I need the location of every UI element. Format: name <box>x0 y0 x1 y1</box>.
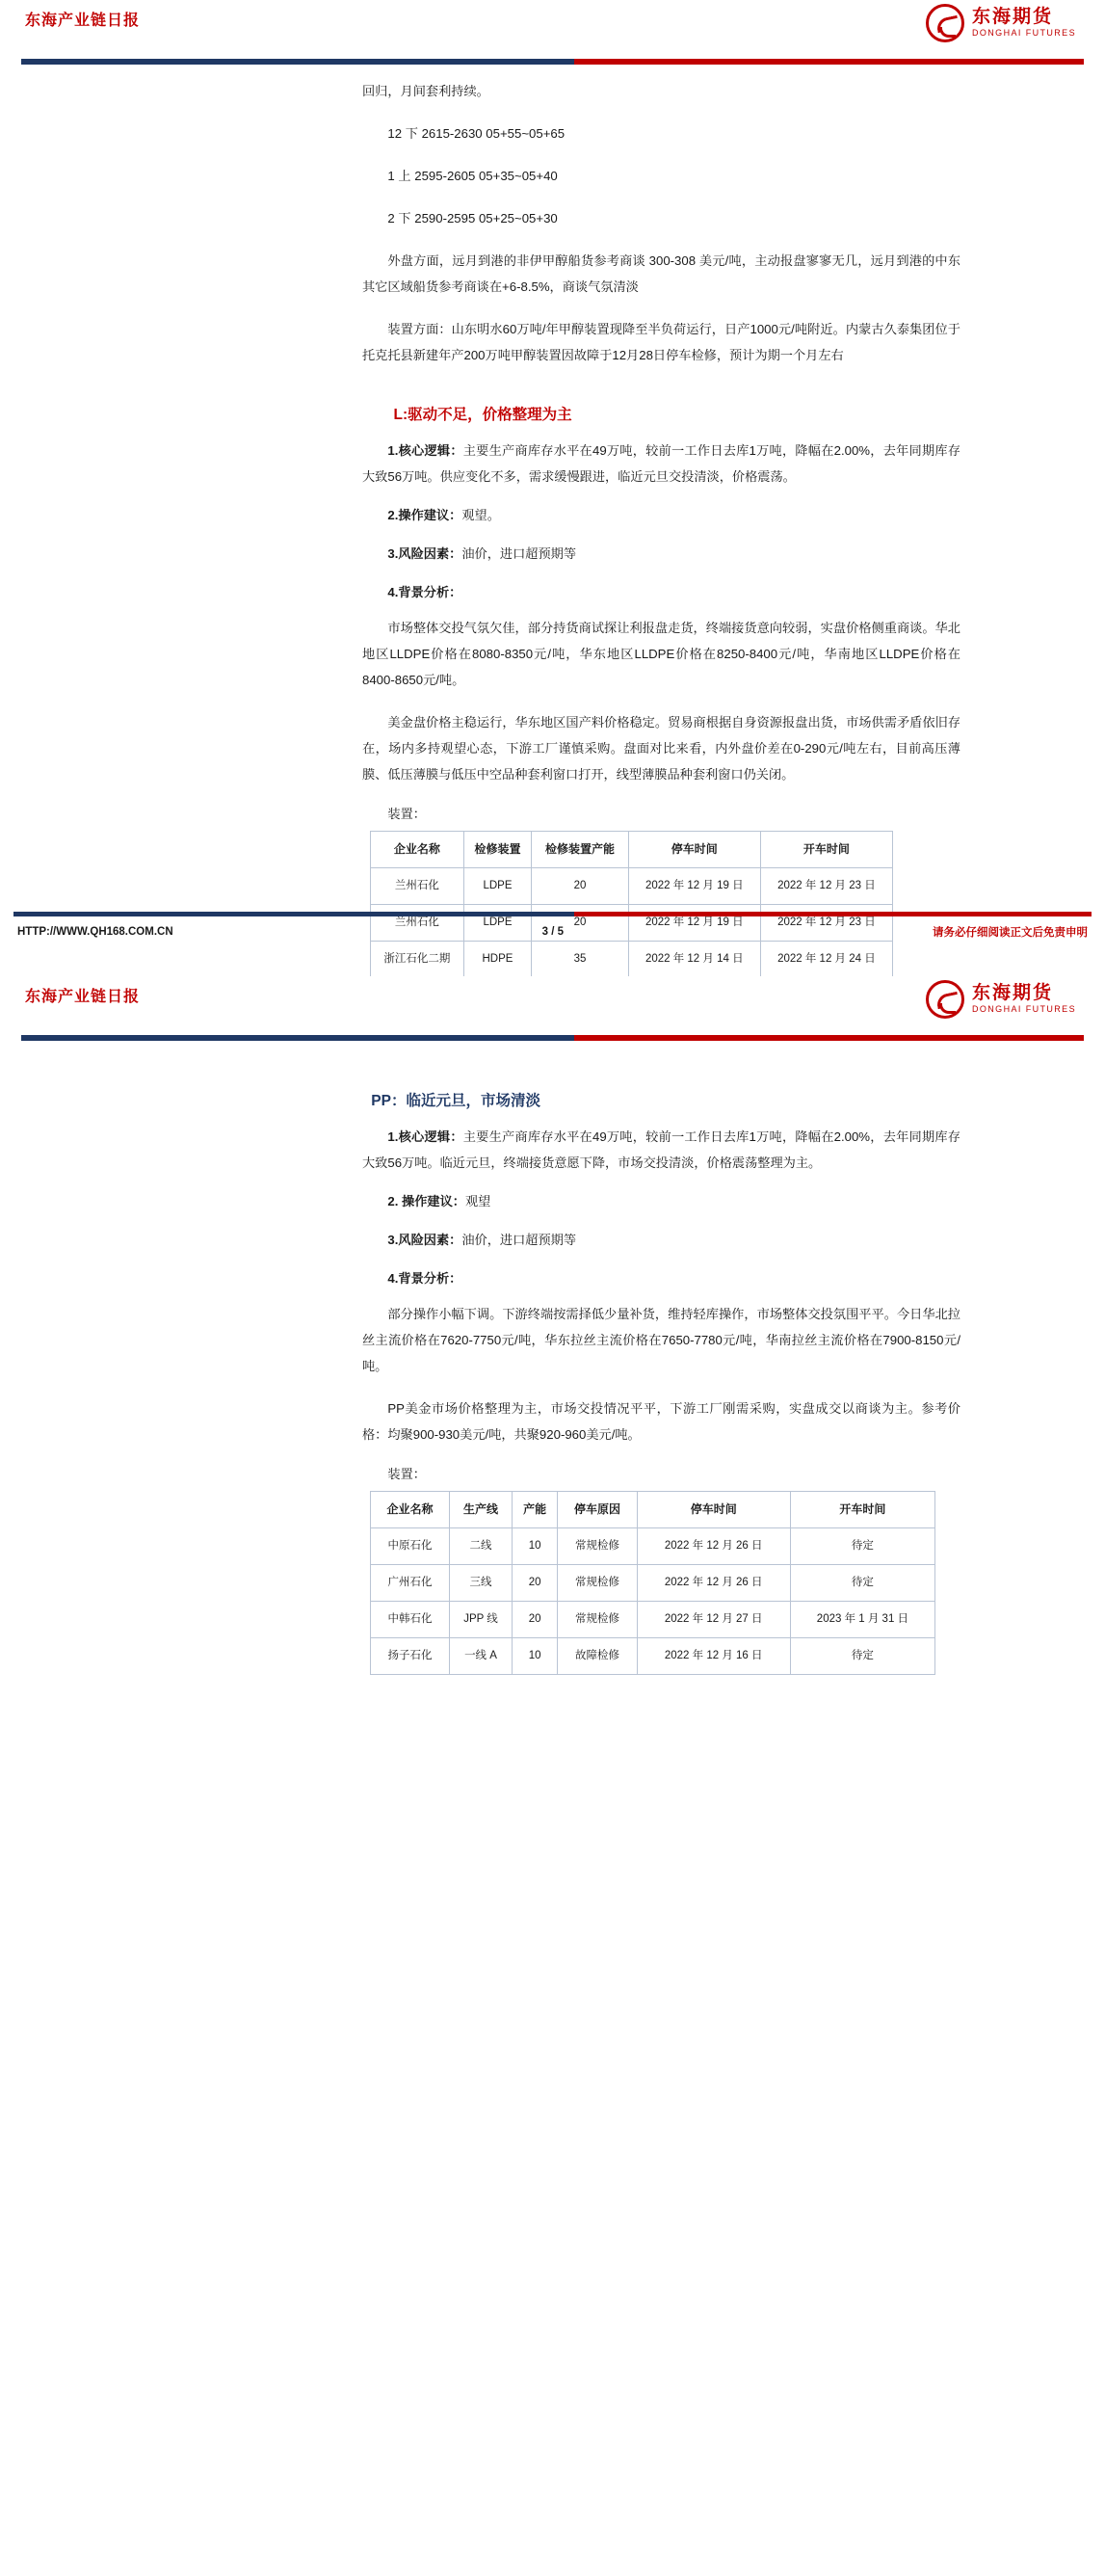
logo-chinese-name: 东海期货 <box>971 7 1053 27</box>
footer-divider <box>13 912 1092 916</box>
maintenance-table-l <box>370 831 893 978</box>
cell-device: HDPE <box>463 942 532 978</box>
risk-factors-l: 3.风险因素：油价，进口超预期等 <box>387 546 577 561</box>
cell-line: 一线 A <box>450 1638 513 1675</box>
paragraph-outer-market: 外盘方面，远月到港的非伊甲醇船货参考商谈 300-308 美元/吨，主动报盘寥寥无几，远月到港的中东其它区域船货参考商谈在+6-8.5%，商谈气氛清淡 <box>362 253 960 294</box>
cell-company: 兰州石化 <box>371 905 464 942</box>
table-wrapper-pp <box>362 1491 960 1675</box>
cell-stop-reason: 故障检修 <box>558 1638 637 1675</box>
maintenance-table-pp <box>370 1491 935 1675</box>
col-stop-time: 停车时间 <box>637 1492 790 1528</box>
company-logo <box>926 4 1076 42</box>
document-page-1 <box>0 0 1105 965</box>
quote-line-1: 12 下 2615-2630 05+55~05+65 <box>387 126 566 141</box>
header-divider <box>21 59 1084 65</box>
cell-company: 兰州石化 <box>371 868 464 905</box>
cell-capacity: 20 <box>532 868 628 905</box>
cell-stop-time: 2022 年 12 月 26 日 <box>637 1528 790 1565</box>
risk-factors-pp: 3.风险因素：油价，进口超预期等 <box>387 1233 577 1247</box>
table-row <box>371 1565 935 1602</box>
background-analysis-label-pp: 4.背景分析： <box>387 1271 462 1286</box>
footer-page-number: 3 / 5 <box>541 926 565 938</box>
footer-url[interactable]: HTTP://WWW.QH168.COM.CN <box>17 926 173 938</box>
footer-divider-red <box>574 912 1092 916</box>
cell-start-time: 待定 <box>790 1528 934 1565</box>
col-stop-reason: 停车原因 <box>558 1492 637 1528</box>
header-divider-red <box>574 1035 1084 1041</box>
header-divider-blue <box>21 1035 574 1041</box>
cell-company: 浙江石化二期 <box>371 942 464 978</box>
bull-logo-icon <box>926 4 964 42</box>
col-stop-time: 停车时间 <box>628 832 760 868</box>
table-row <box>371 1638 935 1675</box>
cell-start-time: 2022 年 12 月 23 日 <box>760 868 892 905</box>
header-divider <box>21 1035 1084 1041</box>
background-paragraph-pp-2: PP美金市场价格整理为主，市场交投情况平平，下游工厂刚需采购，实盘成交以商谈为主。参考价格：均聚900-930美元/吨，共聚920-960美元/吨。 <box>362 1401 960 1442</box>
paragraph-device-status: 装置方面：山东明水60万吨/年甲醇装置现降至半负荷运行，日产1000元/吨附近。内蒙古久泰集团位于托克托县新建年产200万吨甲醇装置因故障于12月28日停车检修，预计为期一个月左右 <box>362 322 960 362</box>
header-title: 东海产业链日报 <box>25 13 141 29</box>
cell-company: 广州石化 <box>371 1565 450 1602</box>
cell-capacity: 20 <box>532 905 628 942</box>
cell-capacity: 10 <box>512 1638 558 1675</box>
cell-company: 中韩石化 <box>371 1602 450 1638</box>
core-logic-l: 1.核心逻辑：主要生产商库存水平在49万吨，较前一工作日去库1万吨，降幅在2.00%，去年同期库存大致56万吨。供应变化不多，需求缓慢跟进，临近元旦交投清淡，价格震荡。 <box>362 443 960 484</box>
background-paragraph-l-1: 市场整体交投气氛欠佳，部分持货商试探让利报盘走货，终端接货意向较弱，实盘价格侧重商谈。华北地区LLDPE价格在8080-8350元/吨，华东地区LLDPE价格在8250-8400元/吨，华南地区LLDPE价格在8400-8650元/吨。 <box>362 621 960 687</box>
cell-stop-time: 2022 年 12 月 26 日 <box>637 1565 790 1602</box>
cell-device: LDPE <box>463 868 532 905</box>
col-capacity: 检修装置产能 <box>532 832 628 868</box>
cell-stop-time: 2022 年 12 月 19 日 <box>628 905 760 942</box>
header-title: 东海产业链日报 <box>25 989 141 1005</box>
cell-line: JPP 线 <box>450 1602 513 1638</box>
cell-start-time: 2022 年 12 月 23 日 <box>760 905 892 942</box>
cell-company: 中原石化 <box>371 1528 450 1565</box>
col-capacity: 产能 <box>512 1492 558 1528</box>
table-header-row <box>371 832 893 868</box>
document-page-2 <box>0 976 1105 2576</box>
operation-advice-l: 2.操作建议：观望。 <box>387 508 500 522</box>
table-row <box>371 1528 935 1565</box>
cell-stop-time: 2022 年 12 月 27 日 <box>637 1602 790 1638</box>
background-paragraph-pp-1: 部分操作小幅下调。下游终端按需择低少量补货，维持轻库操作，市场整体交投氛围平平。今日华北拉丝主流价格在7620-7750元/吨，华东拉丝主流价格在7650-7780元/吨，华南拉丝主流价格在7900-8150元/吨。 <box>362 1307 960 1373</box>
col-company: 企业名称 <box>371 832 464 868</box>
table-row <box>371 1602 935 1638</box>
cell-device: LDPE <box>463 905 532 942</box>
cell-stop-time: 2022 年 12 月 14 日 <box>628 942 760 978</box>
page-header <box>0 976 1105 1032</box>
quote-line-3: 2 下 2590-2595 05+25~05+30 <box>387 211 558 226</box>
cell-capacity: 20 <box>512 1565 558 1602</box>
cell-capacity: 20 <box>512 1602 558 1638</box>
logo-english-name: DONGHAI FUTURES <box>971 28 1076 38</box>
logo-chinese-name: 东海期货 <box>971 983 1053 1003</box>
cell-stop-time: 2022 年 12 月 19 日 <box>628 868 760 905</box>
page-1-content <box>0 65 1105 978</box>
cell-start-time: 待定 <box>790 1638 934 1675</box>
header-divider-red <box>574 59 1084 65</box>
section-title-l: L:驱动不足，价格整理为主 <box>393 407 572 423</box>
table-header-row <box>371 1492 935 1528</box>
col-company: 企业名称 <box>371 1492 450 1528</box>
cell-stop-reason: 常规检修 <box>558 1528 637 1565</box>
bull-logo-icon <box>926 980 964 1019</box>
background-analysis-label-l: 4.背景分析： <box>387 585 462 599</box>
table-row <box>371 868 893 905</box>
company-logo <box>926 980 1076 1019</box>
cell-capacity: 10 <box>512 1528 558 1565</box>
cell-start-time: 2023 年 1 月 31 日 <box>790 1602 934 1638</box>
equipment-label-pp: 装置： <box>387 1467 426 1481</box>
section-title-pp: PP：临近元旦，市场清淡 <box>371 1093 540 1109</box>
core-logic-pp: 1.核心逻辑：主要生产商库存水平在49万吨，较前一工作日去库1万吨，降幅在2.00%，去年同期库存大致56万吨。临近元旦，终端接货意愿下降，市场交投清淡，价格震荡整理为主。 <box>362 1129 960 1170</box>
page-footer <box>0 912 1105 949</box>
background-paragraph-l-2: 美金盘价格主稳运行，华东地区国产料价格稳定。贸易商根据自身资源报盘出货，市场供需矛盾依旧存在，场内多持观望心态，下游工厂谨慎采购。盘面对比来看，内外盘价差在0-290元/吨左右，目前高压薄膜、低压薄膜与低压中空品种套利窗口打开，线型薄膜品种套利窗口仍关闭。 <box>362 715 960 782</box>
cell-start-time: 待定 <box>790 1565 934 1602</box>
quote-line-2: 1 上 2595-2605 05+35~05+40 <box>387 169 558 183</box>
footer-divider-blue <box>13 912 574 916</box>
cell-stop-time: 2022 年 12 月 16 日 <box>637 1638 790 1675</box>
page-header <box>0 0 1105 56</box>
cell-line: 二线 <box>450 1528 513 1565</box>
col-device: 检修装置 <box>463 832 532 868</box>
cell-capacity: 35 <box>532 942 628 978</box>
operation-advice-pp: 2. 操作建议：观望 <box>387 1194 491 1208</box>
col-line: 生产线 <box>450 1492 513 1528</box>
paragraph-top: 回归，月间套利持续。 <box>362 84 489 98</box>
cell-company: 扬子石化 <box>371 1638 450 1675</box>
col-start-time: 开车时间 <box>790 1492 934 1528</box>
logo-english-name: DONGHAI FUTURES <box>971 1004 1076 1014</box>
footer-disclaimer: 请务必仔细阅读正文后免责申明 <box>933 927 1088 939</box>
cell-stop-reason: 常规检修 <box>558 1565 637 1602</box>
col-start-time: 开车时间 <box>760 832 892 868</box>
header-divider-blue <box>21 59 574 65</box>
cell-stop-reason: 常规检修 <box>558 1602 637 1638</box>
cell-line: 三线 <box>450 1565 513 1602</box>
table-wrapper-l <box>362 831 960 978</box>
cell-start-time: 2022 年 12 月 24 日 <box>760 942 892 978</box>
page-2-content <box>0 1041 1105 1675</box>
equipment-label-l: 装置： <box>387 807 426 821</box>
